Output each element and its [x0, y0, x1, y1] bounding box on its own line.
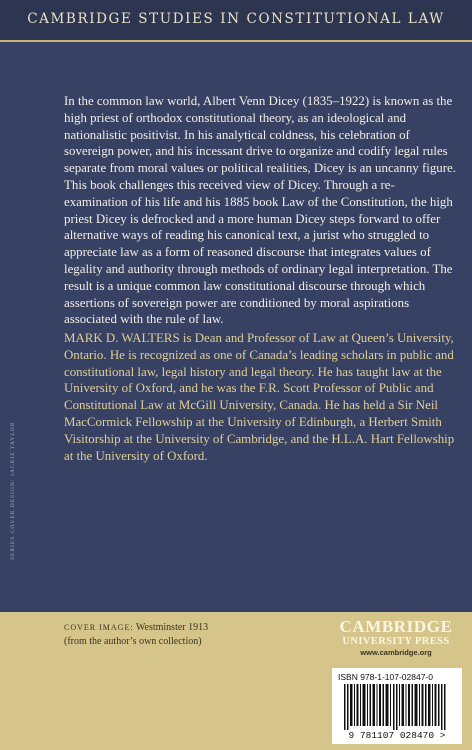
barcode-block [332, 668, 462, 744]
publisher-url: www.cambridge.org [360, 648, 432, 657]
isbn-label: ISBN 978-1-107-02847-0 [338, 672, 433, 682]
publisher-press: UNIVERSITY PRESS [342, 636, 450, 647]
cover-image-note: (from the author’s own collection) [64, 636, 202, 647]
series-header [0, 0, 472, 42]
cover-design-credit: SERIES COVER DESIGN: JACKIE TAYLOR [10, 421, 16, 560]
publisher-name: CAMBRIDGE [339, 617, 453, 636]
book-description: In the common law world, Albert Venn Dicey (1835–1922) is known as the high priest of orthodox constitutional theory, as an ideological and nationalistic positivist. In his analytical coldness, his celebration of sovereign power, and his incessant drive to organize and codify legal rules separate from moral values or political realities, Dicey is an uncanny figure. This book challenges this received view of Dicey. Through a re-examination of his life and his 1885 book Law of the Constitution, the high priest Dicey is defrocked and a more human Dicey steps forward to offer alternative ways of reading his canonical text, a jurist who struggled to appreciate law as a form of reasoned discourse that integrates values of legality and authority through methods of ordinary legal interpretation. The result is a unique common law constitutional discourse through which assertions of sovereign power are conditioned by moral aspirations associated with the rule of law. [64, 94, 456, 327]
cover-image-label: COVER IMAGE: [64, 623, 134, 632]
barcode-digits: 9 781107 028470 > [348, 730, 446, 741]
publisher-logo [330, 618, 462, 658]
cover-image-title: Westminster 1913 [133, 622, 209, 633]
author-biography: MARK D. WALTERS is Dean and Professor of Law at Queen’s University, Ontario. He is recognized as one of Canada’s leading scholars in public and constitutional law, legal history and legal theory. He has taught law at the University of Oxford, and he was the F.R. Scott Professor of Public and Constitutional Law at McGill University, Canada. He has held a Sir Neil MacCormick Fellowship at the University of Edinburgh, a Herbert Smith Visitorship at the University of Cambridge, and the H.L.A. Hart Fellowship at the University of Oxford. [64, 331, 455, 463]
barcode-icon [344, 684, 450, 730]
cover-image-caption [64, 622, 208, 633]
series-title: CAMBRIDGE STUDIES IN CONSTITUTIONAL LAW [27, 11, 445, 27]
